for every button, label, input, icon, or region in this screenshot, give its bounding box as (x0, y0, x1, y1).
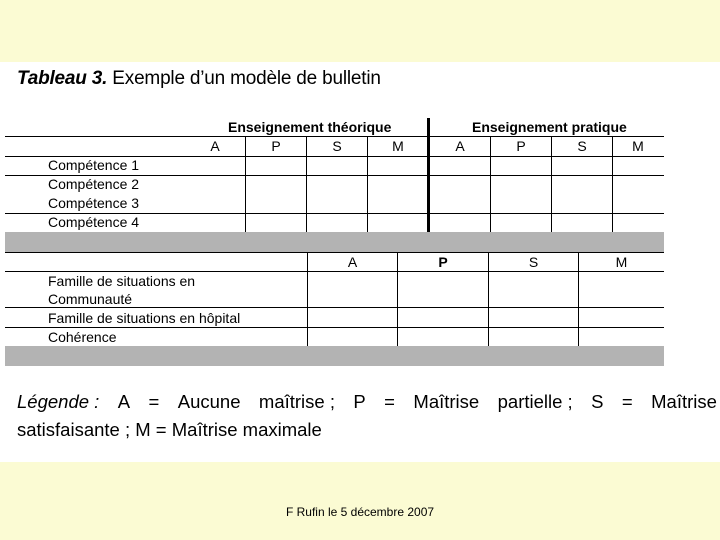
row-label: Compétence 3 (48, 195, 140, 211)
row-label: Communauté (48, 291, 133, 307)
row-label: Famille de situations en hôpital (48, 310, 241, 326)
row-label: Compétence 1 (48, 157, 140, 173)
row-label: Cohérence (48, 329, 117, 345)
column-header: P (516, 138, 526, 154)
row-label: Compétence 2 (48, 176, 140, 192)
column-header: M (632, 138, 644, 154)
column-header: S (528, 254, 539, 270)
column-header: M (392, 138, 404, 154)
column-header: A (347, 254, 358, 270)
column-header: P (438, 254, 448, 270)
legend-label: Légende : (17, 391, 100, 412)
legend: Légende : A = Aucune maîtrise ; P = Maîtrise partielle ; S = Maîtrise satisfaisante ; M = Maîtrise maximale (17, 388, 717, 444)
column-header: M (615, 254, 628, 270)
gray-separator (5, 232, 664, 252)
footer-text: F Rufin le 5 décembre 2007 (285, 505, 435, 519)
group-header-theorique: Enseignement théorique (228, 119, 392, 135)
row-label: Famille de situations en (48, 273, 196, 289)
column-header: A (210, 138, 220, 154)
group-header-pratique: Enseignement pratique (472, 119, 627, 135)
table-title: Tableau 3. Exemple d’un modèle de bulletin (17, 68, 381, 89)
legend-line-2: satisfaisante ; M = Maîtrise maximale (17, 419, 322, 440)
column-header: S (332, 138, 342, 154)
column-header: A (455, 138, 465, 154)
column-header: S (577, 138, 587, 154)
row-label: Compétence 4 (48, 214, 140, 230)
gray-separator (5, 346, 664, 366)
column-header: P (271, 138, 281, 154)
